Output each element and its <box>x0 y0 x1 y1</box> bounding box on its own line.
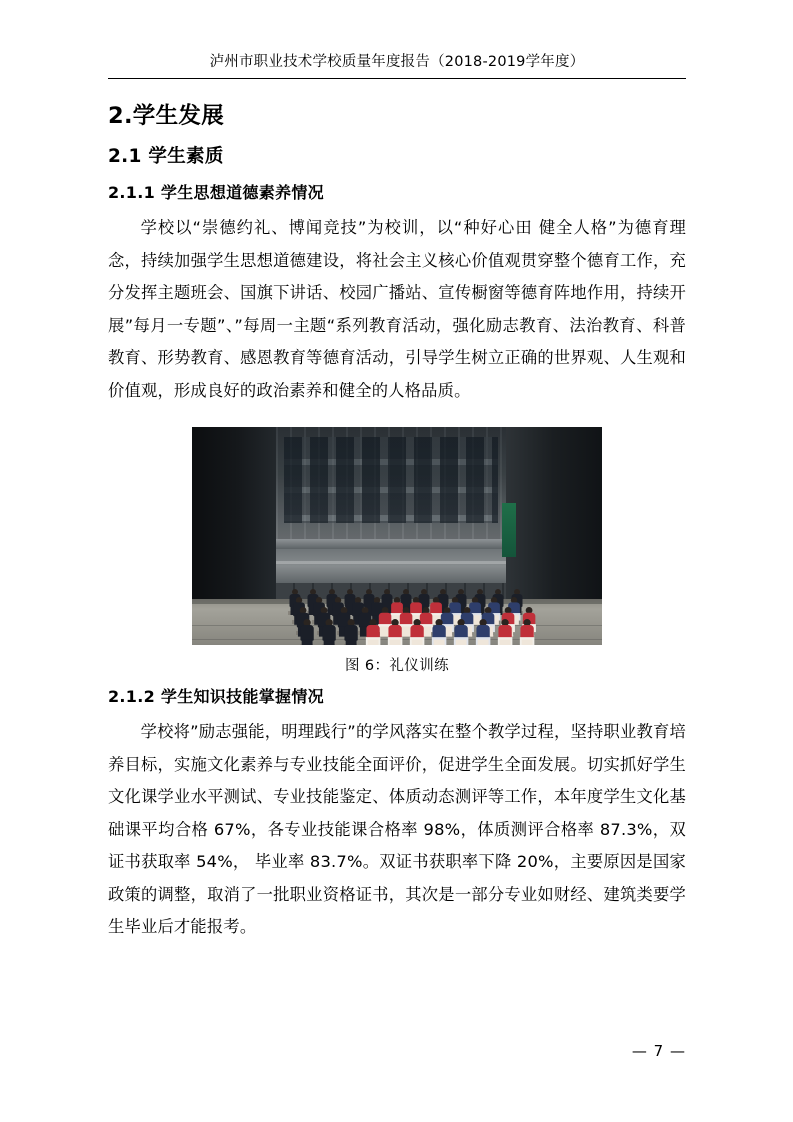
section-heading-2: 2.1 学生素质 <box>108 145 224 167</box>
figure-image-etiquette-training <box>192 427 602 645</box>
photo-green-sign <box>502 503 516 557</box>
photo-awning <box>276 539 506 549</box>
section-heading-2-1-1: 2.1.1 学生思想道德素养情况 <box>108 183 324 203</box>
paragraph-moral-education: 学校以“崇德约礼、博闻竞技”为校训，以“种好心田 健全人格”为德育理念，持续加强学生思想道德建设，将社会主义核心价值观贯穿整个德育工作，充分发挥主题班会、国旗下讲话、校园广播站、宣传橱窗等德育阵地作用，持续开展”每月一专题”、”每周一主题“系列教育活动，强化励志教育、法治教育、科普教育、形势教育、感恩教育等德育活动，引导学生树立正确的世界观、人生观和价值观，形成良好的政治素养和健全的人格品质。 <box>108 218 686 400</box>
paragraph-knowledge-skills: 学校将”励志强能，明理践行”的学风落实在整个教学过程，坚持职业教育培养目标，实施文化素养与专业技能全面评价，促进学生全面发展。切实抓好学生文化课学业水平测试、专业技能鉴定、体质动态测评等工作，本年度学生文化基础课平均合格 67%，各专业技能课合格率 98%，体质测评合格率 87.3%，双证书获取率 54%， 毕业率 83.7%。双证书获职率下降 20%，主要原因是国家政策的调整，取消了一批职业资格证书，其次是一部分专业如财经、建筑类要学生毕业后才能报考。 <box>108 722 686 937</box>
photo-wall-band <box>276 549 506 583</box>
page-header <box>108 50 686 79</box>
section-heading-1: 2.学生发展 <box>108 103 225 129</box>
page-content <box>108 100 686 944</box>
figure-block <box>108 427 686 675</box>
section-heading-2-1-2: 2.1.2 学生知识技能掌握情况 <box>108 687 324 707</box>
photo-windows <box>284 437 498 523</box>
header-title: 泸州市职业技术学校质量年度报告（2018-2019学年度） <box>209 54 585 70</box>
header-divider <box>108 78 686 79</box>
page-number: — 7 — <box>631 1042 686 1060</box>
figure-caption: 图 6：礼仪训练 <box>344 658 450 675</box>
